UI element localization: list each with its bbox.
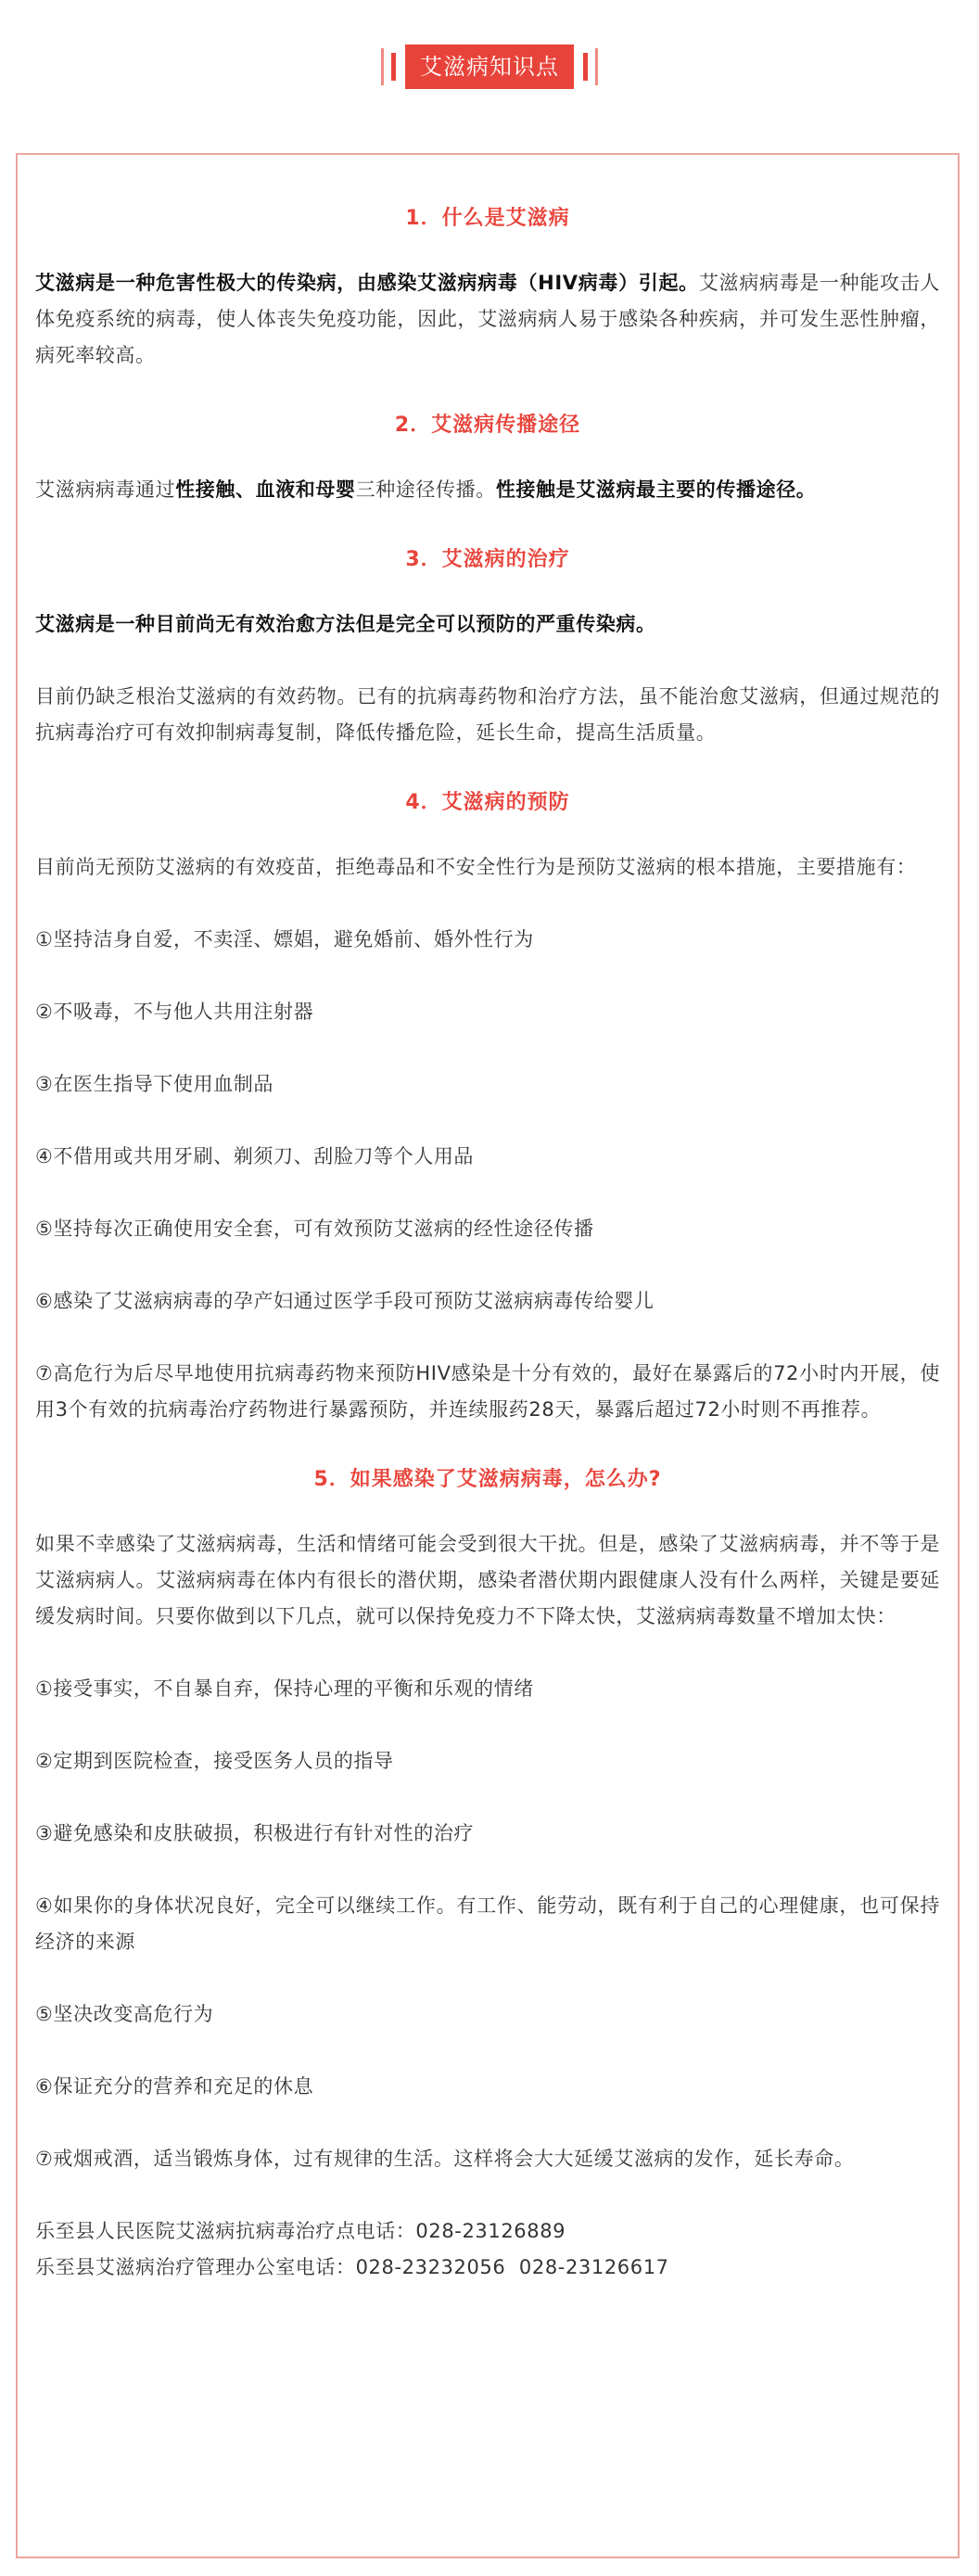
- contact-info: [35, 2213, 940, 2286]
- section-1-paragraph: [35, 265, 940, 374]
- section-1-bold-text: 艾滋病是一种危害性极大的传染病，由感染艾滋病病毒（HIV病毒）引起。: [35, 272, 699, 294]
- list-item: ⑦戒烟戒酒，适当锻炼身体，过有规律的生活。这样将会大大延缓艾滋病的发作，延长寿命。: [35, 2148, 855, 2170]
- list-item: ⑤坚持每次正确使用安全套，可有效预防艾滋病的经性途径传播: [35, 1218, 594, 1240]
- list-item: ⑥感染了艾滋病病毒的孕产妇通过医学手段可预防艾滋病病毒传给婴儿: [35, 1290, 655, 1312]
- section-1-text: 艾滋病病毒是一种能攻击人体免疫系统的病毒，使人体丧失免疫功能，因此，艾滋病病人易于感染各种疾病，并可发生恶性肿瘤，病死率较高。: [35, 272, 941, 366]
- list-item: ⑥保证充分的营养和充足的休息: [35, 2075, 314, 2098]
- section-2-text-a: 艾滋病病毒通过: [35, 478, 176, 501]
- right-decoration-bar: [583, 53, 588, 81]
- section-2-bold-b: 性接触是艾滋病最主要的传播途径。: [495, 478, 817, 501]
- content-box: [16, 153, 960, 2558]
- section-2-bold-a: 性接触、血液和母婴: [175, 478, 356, 501]
- section-3-paragraph: 目前仍缺乏根治艾滋病的有效药物。已有的抗病毒药物和治疗方法，虽不能治愈艾滋病，但通过规范的抗病毒治疗可有效抑制病毒复制，降低传播危险，延长生命，提高生活质量。: [35, 685, 940, 744]
- section-5-heading: 5．如果感染了艾滋病病毒，怎么办?: [313, 1468, 662, 1491]
- list-item: ①坚持洁身自爱，不卖淫、嫖娼，避免婚前、婚外性行为: [35, 928, 534, 950]
- left-decoration: [381, 48, 384, 85]
- list-item: ①接受事实，不自暴自弃，保持心理的平衡和乐观的情绪: [35, 1677, 534, 1700]
- contact-line-2: 乐至县艾滋病治疗管理办公室电话：028-23232056 028-23126617: [35, 2256, 669, 2278]
- list-item: ②不吸毒，不与他人共用注射器: [35, 1001, 314, 1023]
- section-4-intro: 目前尚无预防艾滋病的有效疫苗，拒绝毒品和不安全性行为是预防艾滋病的根本措施，主要措施有：: [35, 856, 917, 878]
- section-4-heading: 4．艾滋病的预防: [405, 791, 570, 814]
- section-1-heading: 1．什么是艾滋病: [405, 207, 570, 230]
- contact-line-1: 乐至县人民医院艾滋病抗病毒治疗点电话：028-23126889: [35, 2220, 566, 2242]
- section-2-paragraph: [35, 472, 940, 508]
- section-2-heading: 2．艾滋病传播途径: [394, 414, 581, 437]
- list-item: ③在医生指导下使用血制品: [35, 1073, 274, 1095]
- header: [0, 0, 979, 153]
- list-item: ⑦高危行为后尽早地使用抗病毒药物来预防HIV感染是十分有效的，最好在暴露后的72小时内开展，使用3个有效的抗病毒治疗药物进行暴露预防，并连续服药28天，暴露后超过72小时则不再推荐。: [35, 1362, 940, 1421]
- list-item: ③避免感染和皮肤破损，积极进行有针对性的治疗: [35, 1822, 475, 1844]
- title-badge: [0, 45, 979, 89]
- page-title: 艾滋病知识点: [405, 45, 574, 89]
- section-3-bold-text: 艾滋病是一种目前尚无有效治愈方法但是完全可以预防的严重传染病。: [35, 613, 656, 635]
- section-3-bold-paragraph: [35, 606, 940, 643]
- section-2-text-b: 三种途径传播。: [355, 478, 496, 501]
- list-item: ⑤坚决改变高危行为: [35, 2003, 214, 2025]
- list-item: ④如果你的身体状况良好，完全可以继续工作。有工作、能劳动，既有利于自己的心理健康，也可保持经济的来源: [35, 1894, 940, 1953]
- section-5-intro: 如果不幸感染了艾滋病病毒，生活和情绪可能会受到很大干扰。但是，感染了艾滋病病毒，并不等于是艾滋病病人。艾滋病病毒在体内有很长的潜伏期，感染者潜伏期内跟健康人没有什么两样，关键是要延缓发病时间。只要你做到以下几点，就可以保持免疫力不下降太快，艾滋病病毒数量不增加太快：: [35, 1533, 940, 1627]
- list-item: ②定期到医院检查，接受医务人员的指导: [35, 1750, 394, 1772]
- left-decoration-bar: [391, 53, 396, 81]
- section-3-heading: 3．艾滋病的治疗: [405, 548, 570, 571]
- list-item: ④不借用或共用牙刷、剃须刀、刮脸刀等个人用品: [35, 1145, 475, 1167]
- right-decoration: [595, 48, 598, 85]
